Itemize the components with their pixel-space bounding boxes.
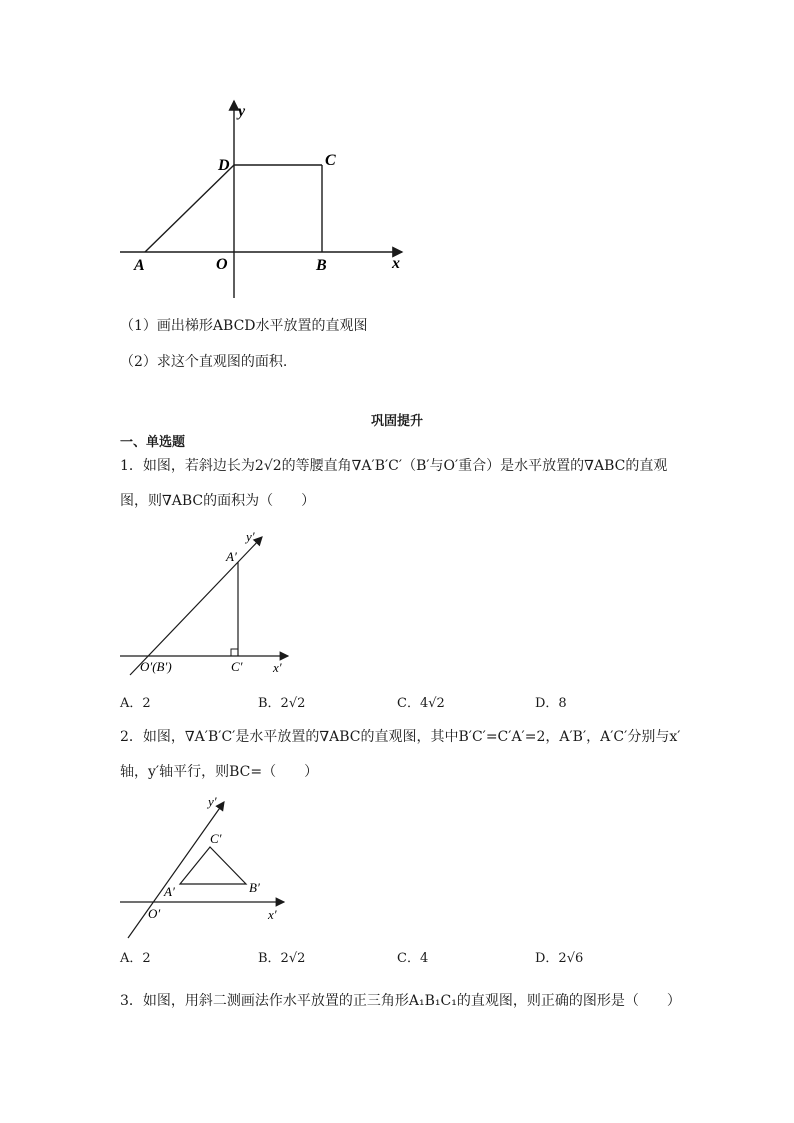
q2-figure — [110, 790, 300, 945]
q2-option-d[interactable]: D．2√6 — [535, 951, 584, 966]
q1-option-b[interactable]: B．2√2 — [258, 696, 306, 711]
q2-label-x: x′ — [268, 907, 277, 922]
q1-label-o: O′(B′) — [140, 659, 172, 674]
q1-line1: 1．如图，若斜边长为2√2的等腰直角∇A′B′C′（B′与O′重合）是水平放置的∇ABC的直观 — [120, 458, 668, 474]
subsection-title: 一、单选题 — [120, 435, 186, 450]
q2-label-c: C′ — [210, 831, 222, 846]
q2-label-o: O′ — [148, 906, 161, 921]
q2-y-axis — [128, 802, 224, 938]
prev-part2: （2）求这个直观图的面积. — [120, 354, 288, 370]
q1-label-y: y′ — [246, 529, 255, 544]
q1-y-axis — [130, 537, 262, 675]
q1-label-x: x′ — [273, 660, 282, 675]
q1-figure — [110, 525, 300, 685]
label-x: x — [392, 255, 400, 272]
q2-option-a[interactable]: A．2 — [120, 951, 151, 966]
q3-line1: 3．如图，用斜二测画法作水平放置的正三角形A₁B₁C₁的直观图，则正确的图形是（ ） — [120, 993, 681, 1009]
q1-option-a[interactable]: A．2 — [120, 696, 151, 711]
label-y: y — [238, 103, 246, 120]
prev-part1: （1）画出梯形ABCD水平放置的直观图 — [120, 318, 368, 334]
q1-right-angle-mark — [231, 649, 238, 656]
edge-ad — [145, 165, 234, 252]
label-d: D — [218, 157, 230, 174]
figure-trapezoid-abcd — [110, 95, 420, 310]
label-a: A — [134, 257, 145, 274]
q1-label-c: C′ — [231, 659, 243, 674]
q2-line2: 轴，y′轴平行，则BC=（ ） — [120, 764, 319, 780]
q1-line2: 图，则∇ABC的面积为（ ） — [120, 493, 316, 509]
q1-label-a: A′ — [226, 549, 237, 564]
q2-triangle — [180, 847, 246, 884]
q2-label-a: A′ — [164, 884, 175, 899]
q2-option-b[interactable]: B．2√2 — [258, 951, 306, 966]
label-b: B — [316, 257, 327, 274]
section-title: 巩固提升 — [370, 414, 423, 429]
q2-option-c[interactable]: C．4 — [397, 951, 429, 966]
q2-label-b: B′ — [249, 880, 260, 895]
label-o: O — [216, 256, 228, 273]
q1-option-d[interactable]: D．8 — [535, 696, 567, 711]
q2-label-y: y′ — [208, 794, 217, 809]
label-c: C — [325, 152, 336, 169]
q1-option-c[interactable]: C．4√2 — [397, 696, 445, 711]
q2-line1: 2．如图，∇A′B′C′是水平放置的∇ABC的直观图，其中B′C′=C′A′=2，A′B′，A′C′分别与x′ — [120, 729, 681, 745]
